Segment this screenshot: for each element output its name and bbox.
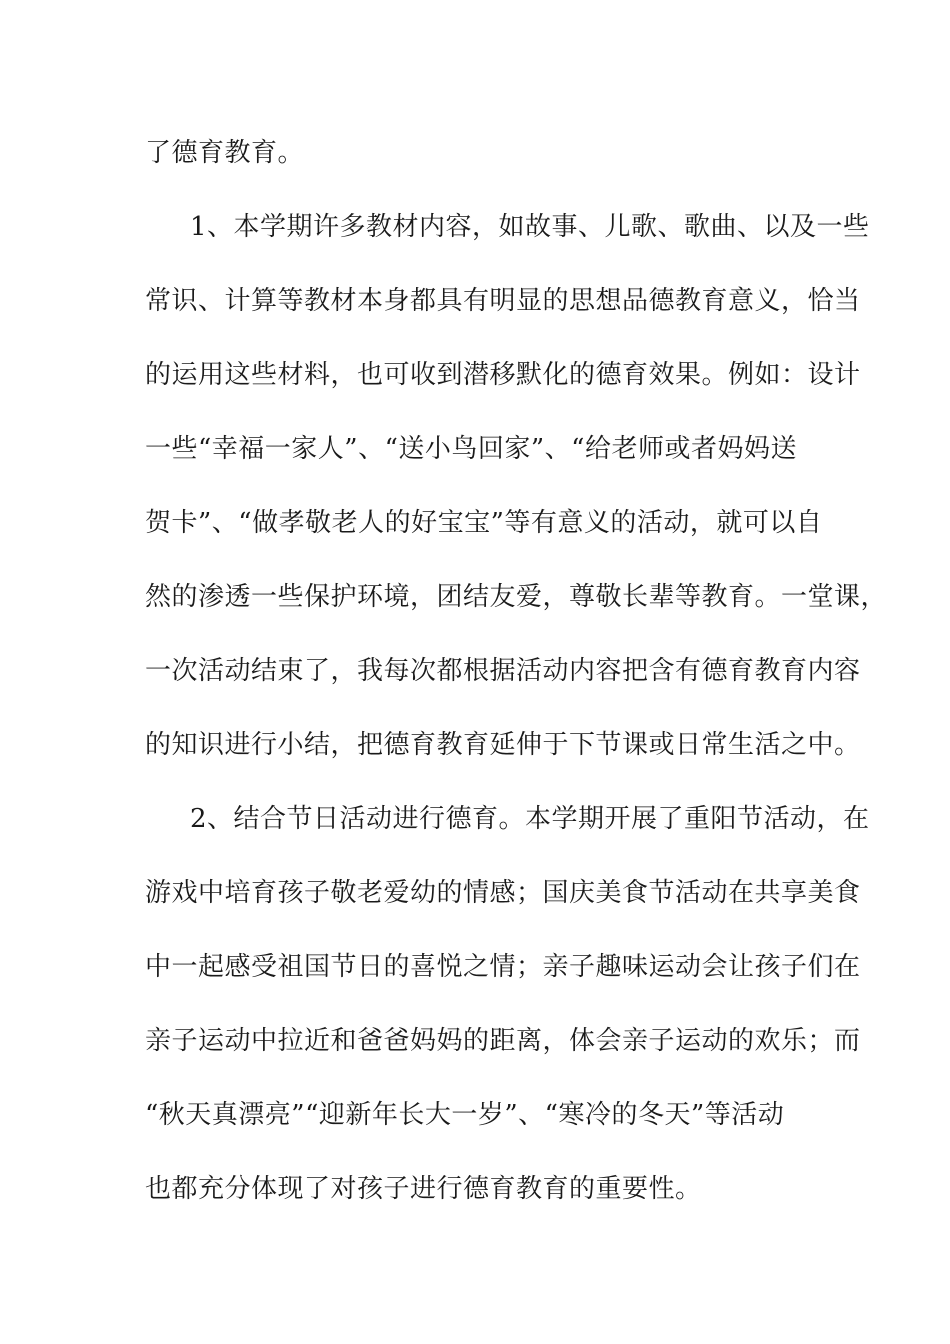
- text-line: 中一起感受祖国节日的喜悦之情；亲子趣味运动会让孩子们在: [145, 952, 861, 982]
- text-line: 常识、计算等教材本身都具有明显的思想品德教育意义，恰当: [145, 286, 861, 316]
- text-line: 的知识进行小结，把德育教育延伸于下节课或日常生活之中。: [145, 730, 861, 760]
- paragraph-2-start: 2、结合节日活动进行德育。本学期开展了重阳节活动，在: [190, 804, 870, 834]
- text-line: 贺卡”、“做孝敬老人的好宝宝”等有意义的活动，就可以自: [145, 508, 823, 538]
- text-line: 一些“幸福一家人”、“送小鸟回家”、“给老师或者妈妈送: [145, 434, 797, 464]
- text-line: 一次活动结束了，我每次都根据活动内容把含有德育教育内容: [145, 656, 861, 686]
- text-line: 然的渗透一些保护环境，团结友爱，尊敬长辈等教育。一堂课，: [145, 582, 888, 612]
- text-line: 也都充分体现了对孩子进行德育教育的重要性。: [145, 1174, 702, 1204]
- text-line: 游戏中培育孩子敬老爱幼的情感；国庆美食节活动在共享美食: [145, 878, 861, 908]
- text-line: 的运用这些材料，也可收到潜移默化的德育效果。例如：设计: [145, 360, 861, 390]
- text-line: 了德育教育。: [145, 138, 305, 168]
- paragraph-1-start: 1、本学期许多教材内容，如故事、儿歌、歌曲、以及一些: [190, 212, 870, 242]
- text-line: “秋天真漂亮”“迎新年长大一岁”、“寒冷的冬天”等活动: [145, 1100, 785, 1130]
- text-line: 亲子运动中拉近和爸爸妈妈的距离，体会亲子运动的欢乐；而: [145, 1026, 861, 1056]
